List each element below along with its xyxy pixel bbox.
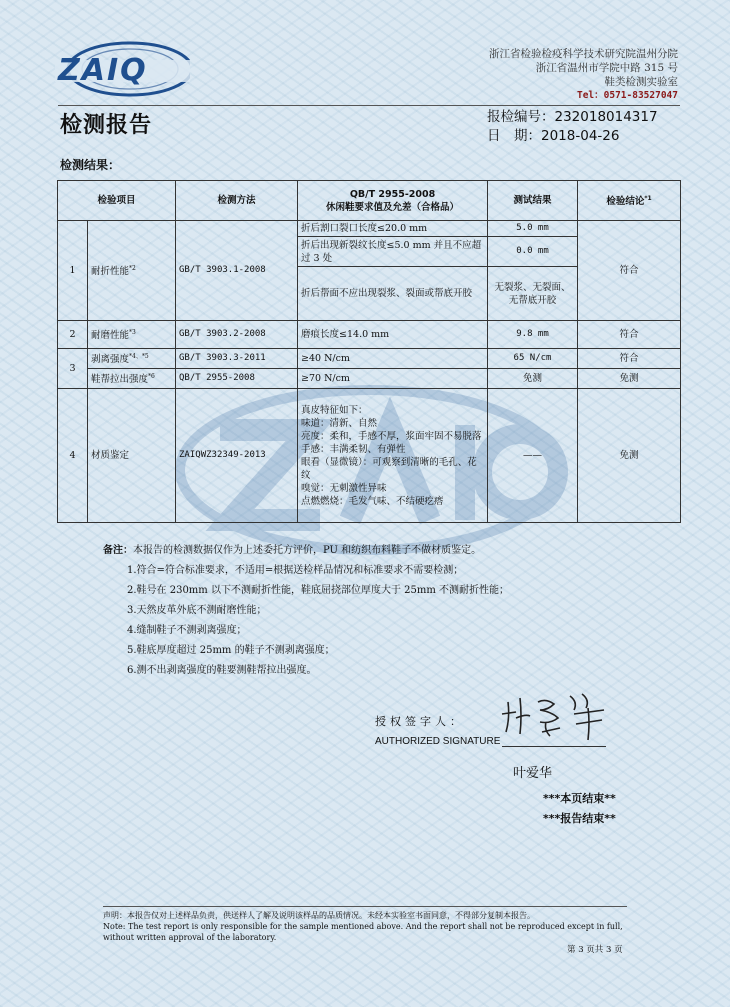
row-result: 9.8 mm xyxy=(488,321,578,349)
lab-phone: Tel：0571-83527047 xyxy=(576,90,678,101)
row-requirement xyxy=(298,389,488,523)
row-conclusion: 符合 xyxy=(578,221,681,321)
row-requirement: 折后出现新裂纹长度≤5.0 mm 并且不应超过 3 处 xyxy=(298,237,488,267)
row-no: 4 xyxy=(58,389,88,523)
header-standard-desc: 休闲鞋要求值及允差（合格品） xyxy=(326,201,460,213)
page-number: 第 3 页共 3 页 xyxy=(567,945,623,955)
row-method: QB/T 2955-2008 xyxy=(176,369,298,389)
row-item: 耐磨性能$^{*3}$ xyxy=(88,321,176,349)
row-method: GB/T 3903.2-2008 xyxy=(176,321,298,349)
row-result: 5.0 mm xyxy=(488,221,578,237)
material-line: 嗅觉：无刺激性异味 xyxy=(301,482,387,494)
note-item: 5.鞋底厚度超过 25mm 的鞋子不测剥离强度； xyxy=(127,645,335,656)
header-conclusion: 检验结论$^{*1}$ xyxy=(578,181,681,221)
header-result: 测试结果 xyxy=(488,181,578,221)
row-item: 鞋帮拉出强度$^{*6}$ xyxy=(88,369,176,389)
row-conclusion: 符合 xyxy=(578,349,681,369)
report-end-marker: ***报告结束** xyxy=(543,812,616,825)
row-result: 无裂浆、无裂面、无帮底开胶 xyxy=(488,267,578,321)
signature-line xyxy=(502,746,606,747)
handwritten-signature xyxy=(500,688,620,743)
material-line: 手感：丰满柔韧、有弹性 xyxy=(301,443,406,455)
row-item: 耐折性能$^{*2}$ xyxy=(88,221,176,321)
material-line: 眼看（显微镜）：可观察到清晰的毛孔、花纹 xyxy=(301,456,477,481)
header-standard-code: QB/T 2955-2008 xyxy=(349,188,436,200)
logo-text: ZAIQ xyxy=(58,53,148,88)
notes-intro: 备注：本报告的检测数据仅作为上述委托方评价，PU 和纺织布料鞋子不做材质鉴定。 xyxy=(103,545,482,556)
page-end-marker: ***本页结束** xyxy=(543,792,616,805)
row-item: 剥离强度$^{*4、*5}$ xyxy=(88,349,176,369)
lab-info xyxy=(489,47,678,103)
signature-label: 授权签字人： xyxy=(375,715,465,728)
note-item: 1.符合=符合标准要求，不适用=根据送检样品情况和标准要求不需要检测； xyxy=(127,565,464,576)
report-no: 232018014317 xyxy=(554,109,658,125)
row-item: 材质鉴定 xyxy=(88,389,176,523)
row-method: GB/T 3903.3-2011 xyxy=(176,349,298,369)
row-conclusion: 免测 xyxy=(578,369,681,389)
row-no: 2 xyxy=(58,321,88,349)
material-line: 亮度：柔和，手感不厚，浆面牢固不易脱落 xyxy=(301,430,482,442)
disclaimer-en: Note: The test report is only responsible for the sample mentioned above. And the report shall not be reproduced except in full, without written approval of the laboratory. xyxy=(103,922,623,942)
report-meta xyxy=(487,108,658,146)
results-table xyxy=(57,180,681,523)
notes xyxy=(103,541,509,681)
document-title: 检测报告 xyxy=(60,113,153,138)
row-conclusion: 免测 xyxy=(578,389,681,523)
footer-rule xyxy=(103,906,627,907)
table-row xyxy=(58,389,681,523)
date-label: 日 期： xyxy=(487,128,541,144)
table-row xyxy=(58,369,681,389)
row-no: 3 xyxy=(58,349,88,389)
row-requirement: 磨痕长度≤14.0 mm xyxy=(298,321,488,349)
header-standard xyxy=(298,181,488,221)
row-requirement: 折后帮面不应出现裂浆、裂面或帮底开胶 xyxy=(298,267,488,321)
note-item: 4.缝制鞋子不测剥离强度； xyxy=(127,625,247,636)
row-requirement: ≥40 N/cm xyxy=(298,349,488,369)
note-item: 2.鞋号在 230mm 以下不测耐折性能，鞋底屈挠部位厚度大于 25mm 不测耐折性能； xyxy=(127,585,509,596)
row-conclusion: 符合 xyxy=(578,321,681,349)
report-date: 2018-04-26 xyxy=(541,128,620,144)
note-item: 3.天然皮革外底不测耐磨性能； xyxy=(127,605,267,616)
table-row xyxy=(58,221,681,237)
signature-label-en: AUTHORIZED SIGNATURE xyxy=(375,736,501,747)
row-method: ZAIQWZ32349-2013 xyxy=(176,389,298,523)
header-method: 检测方法 xyxy=(176,181,298,221)
row-no: 1 xyxy=(58,221,88,321)
material-line: 真皮特征如下： xyxy=(301,404,368,416)
header-item: 检验项目 xyxy=(58,181,176,221)
results-heading: 检测结果： xyxy=(60,158,121,172)
note-item: 6.测不出剥离强度的鞋要测鞋帮拉出强度。 xyxy=(127,665,317,676)
material-line: 点燃燃烧：毛发气味、不结硬疙瘩 xyxy=(301,495,444,507)
lab-department: 鞋类检测实验室 xyxy=(604,76,678,88)
row-requirement: ≥70 N/cm xyxy=(298,369,488,389)
table-row xyxy=(58,321,681,349)
signatory-name: 叶爱华 xyxy=(513,766,553,781)
material-line: 味道：清新、自然 xyxy=(301,417,378,429)
row-method: GB/T 3903.1-2008 xyxy=(176,221,298,321)
lab-address: 浙江省温州市学院中路 315 号 xyxy=(535,62,678,74)
table-row xyxy=(58,349,681,369)
lab-name: 浙江省检验检疫科学技术研究院温州分院 xyxy=(489,48,678,60)
row-result: 免测 xyxy=(488,369,578,389)
row-requirement: 折后割口裂口长度≤20.0 mm xyxy=(298,221,488,237)
disclaimer xyxy=(103,910,633,943)
header-rule xyxy=(58,105,680,106)
row-result: —— xyxy=(488,389,578,523)
report-no-label: 报检编号： xyxy=(487,109,555,125)
row-result: 65 N/cm xyxy=(488,349,578,369)
table-header-row xyxy=(58,181,681,221)
row-result: 0.0 mm xyxy=(488,237,578,267)
disclaimer-cn: 声明：本报告仅对上述样品负责，供送样人了解及说明该样品的品质情况。未经本实验室书面同意，不得部分复制本报告。 xyxy=(103,911,535,920)
